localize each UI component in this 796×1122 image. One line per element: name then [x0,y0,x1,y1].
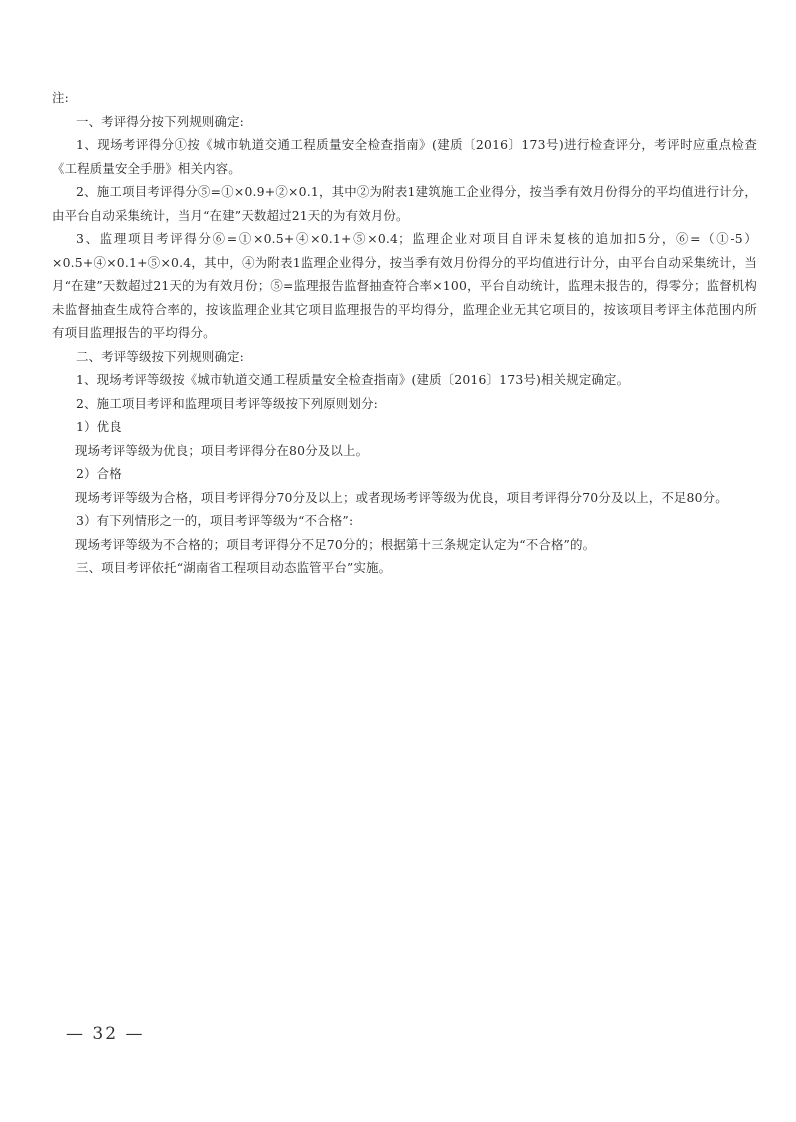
grade-unqualified-label: 3）有下列情形之一的，项目考评等级为“不合格”: [76,513,354,528]
rule-item-supervision-score: 3、监理项目考评得分⑥=①×0.5+④×0.1+⑤×0.4；监理企业对项目自评未复核的追加扣5分，⑥=（①-5）×0.5+④×0.1+⑤×0.4，其中，④为附表1监理企业得分，按当季有效月份得分的平均值进行计分，由平台自动采集统计，当月“在建”天数超过21天的为有效月份；⑤=监理报告监督抽查符合率×100，平台自动统计，监理未报告的，得零分；监督机构未监督抽查生成符合率的，按该监理企业其它项目监理报告的平均得分，监理企业无其它项目的，按该项目考评主体范围内所有项目监理报告的平均得分。 [52,231,757,340]
note-label: 注: [52,90,69,105]
page-number: — 32 — [66,1024,145,1044]
grade-unqualified-desc: 现场考评等级为不合格的；项目考评得分不足70分的；根据第十三条规定认定为“不合格”的。 [75,536,596,552]
rule-heading-platform: 三、项目考评依托“湖南省工程项目动态监管平台”实施。 [76,560,392,575]
grade-qualified-desc: 现场考评等级为合格，项目考评得分70分及以上；或者现场考评等级为优良，项目考评得分70分及以上，不足80分。 [75,489,728,505]
rule-item-construction-score: 2、施工项目考评得分⑤=①×0.9+②×0.1，其中②为附表1建筑施工企业得分，按当季有效月份得分的平均值进行计分，由平台自动采集统计，当月“在建”天数超过21天的为有效月份。 [52,184,757,223]
rule-heading-grading: 二、考评等级按下列规则确定: [76,348,245,364]
rule-heading-scoring: 一、考评得分按下列规则确定: [76,113,245,129]
rule-item-grade-principles: 2、施工项目考评和监理项目考评等级按下列原则划分: [76,395,379,411]
notes-section [52,86,757,580]
grade-excellent-desc: 现场考评等级为优良；项目考评得分在80分及以上。 [75,442,369,458]
grade-qualified-label: 2）合格 [76,466,122,481]
rule-item-onsite-grade: 1、现场考评等级按《城市轨道交通工程质量安全检查指南》(建质〔2016〕173号)相关规定确定。 [76,372,630,387]
rule-item-onsite-score: 1、现场考评得分①按《城市轨道交通工程质量安全检查指南》(建质〔2016〕173号)进行检查评分，考评时应重点检查《工程质量安全手册》相关内容。 [52,137,757,176]
grade-excellent-label: 1）优良 [76,419,122,434]
